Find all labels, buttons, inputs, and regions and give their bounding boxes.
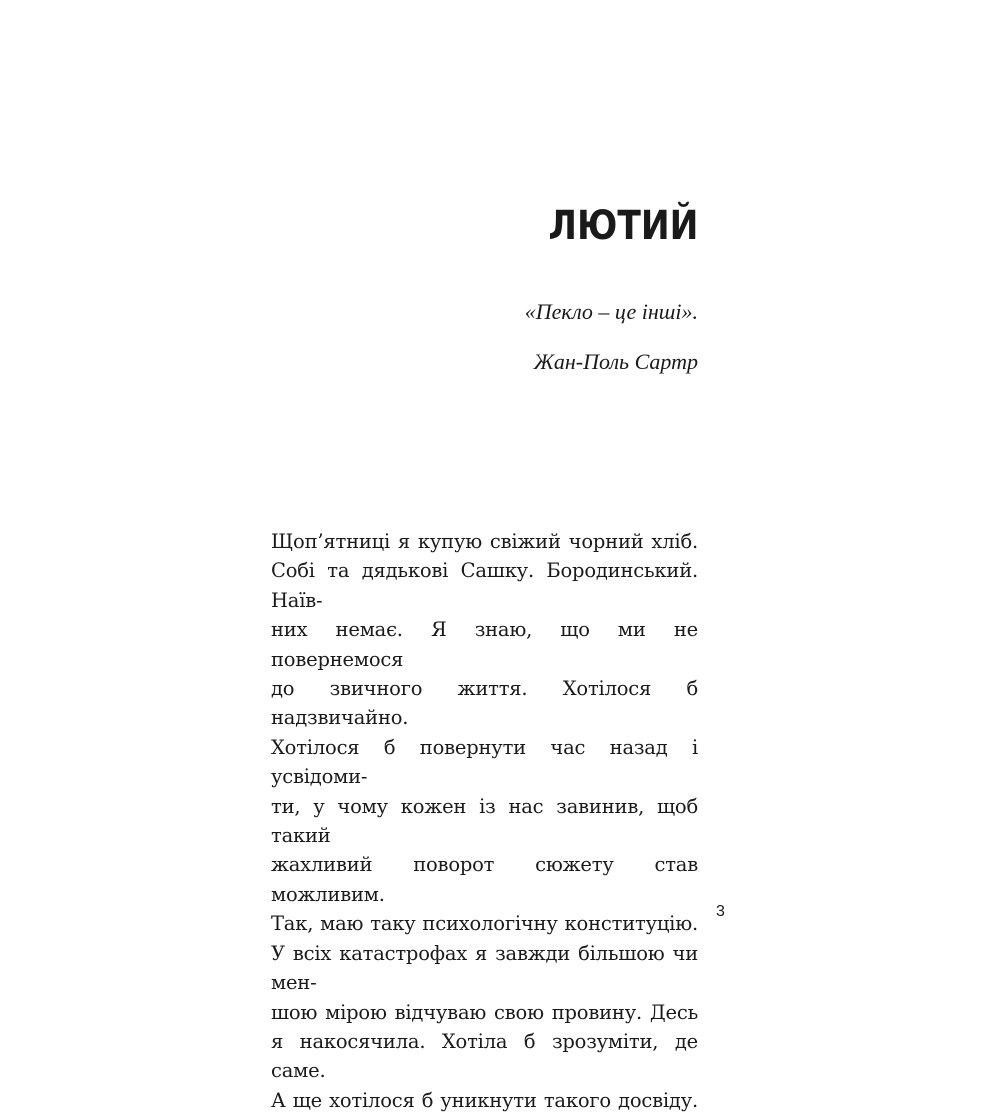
body-line: я накосячила. Хотіла б зрозуміти, де саме. — [271, 1029, 698, 1083]
epigraph — [525, 292, 698, 382]
body-line: шою мірою відчуваю свою провину. Десь — [271, 1000, 698, 1024]
body-line: жахливий поворот сюжету став можливим. — [271, 853, 698, 906]
body-line: Хотілося б повернути час назад і усвідоми- — [271, 735, 698, 789]
page-number: 3 — [716, 903, 725, 920]
body-line: Собі та дядькові Сашку. Бородинський. Наїв- — [271, 559, 698, 612]
body-line: ти, у чому кожен із нас завинив, щоб такий — [271, 794, 698, 848]
body-line: них немає. Я знаю, що ми не повернемося — [271, 618, 698, 671]
body-line: Щоп’ятниці я купую свіжий чорний хліб. — [271, 530, 698, 553]
body-line: до звичного життя. Хотілося б надзвичайно. — [271, 677, 698, 730]
body-line: А ще хотілося б уникнути такого досвіду. — [271, 1088, 698, 1112]
chapter-title: ЛЮТИЙ — [547, 203, 698, 249]
epigraph-author: Жан-Поль Сартр — [533, 349, 698, 374]
epigraph-quote: «Пекло – це інші». — [524, 299, 698, 324]
body-paragraph — [271, 527, 698, 1115]
body-line: Так, маю таку психологічну конституцію. — [271, 912, 698, 936]
body-line: У всіх катастрофах я завжди більшою чи мен- — [271, 941, 698, 995]
